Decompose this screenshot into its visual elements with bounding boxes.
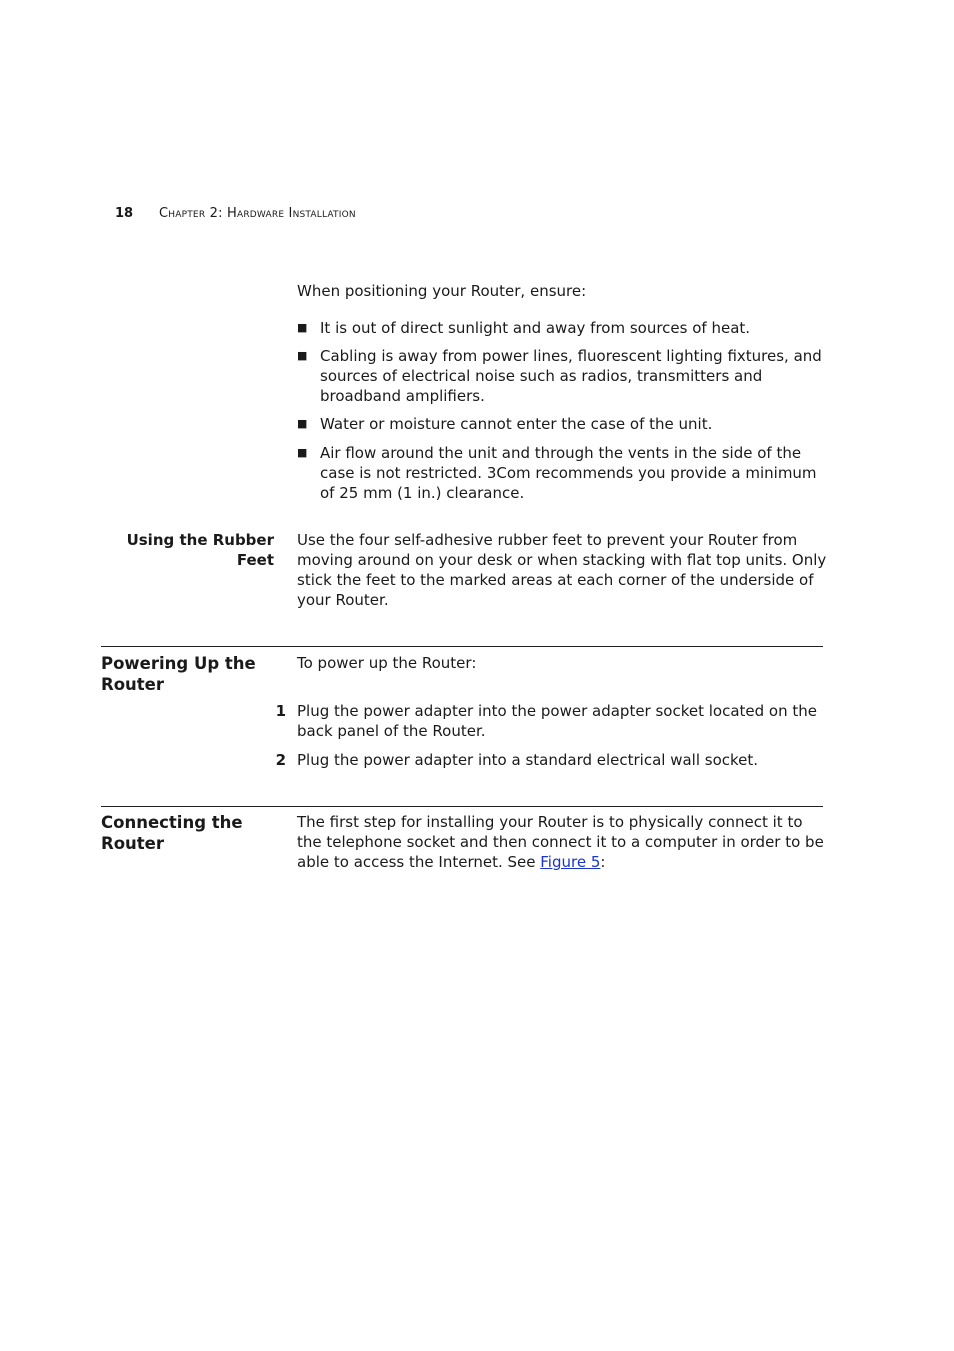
bullet-text: Air flow around the unit and through the vents in the side of the case is not restricted. 3Com recommends you provide a minimum of 25 mm (1 in.) clearance. [320,444,817,502]
chapter-title: Chapter 2: Hardware Installation [159,206,356,221]
connecting-body-text: The first step for installing your Router is to physically connect it to the telephone socket and then connect it to a computer in order to be able to access the Internet. See [297,813,824,871]
page-number: 18 [115,206,134,221]
bullet-icon: ■ [297,417,308,430]
step-text: Plug the power adapter into the power adapter socket located on the back panel of the Router. [297,702,818,740]
bullet-text: Cabling is away from power lines, fluorescent lighting fixtures, and sources of electrical noise such as radios, transmitters and broadband amplifiers. [320,347,822,405]
positioning-intro: When positioning your Router, ensure: [297,282,587,300]
powering-up-heading: Powering Up the Router [101,654,256,694]
step-number: 2 [275,751,286,769]
step-number: 1 [275,702,286,720]
connecting-body-tail: : [600,853,606,871]
bullet-icon: ■ [297,446,308,459]
rubber-feet-body: Use the four self-adhesive rubber feet to prevent your Router from moving around on your desk or when stacking with flat top units. Only stick the feet to the marked areas at each corner of the underside of your Router. [297,531,827,609]
rubber-feet-heading [94,530,274,570]
bullet-icon: ■ [297,349,308,362]
rubber-feet-heading-line2: Feet [236,551,274,569]
rubber-feet-heading-line1: Using the Rubber [126,531,274,549]
figure-5-link[interactable]: Figure 5 [540,853,601,871]
bullet-icon: ■ [297,321,308,334]
section-divider [101,646,823,647]
bullet-text: It is out of direct sunlight and away from sources of heat. [320,319,751,337]
section-divider [101,806,823,807]
connecting-heading: Connecting the Router [101,813,243,853]
step-text: Plug the power adapter into a standard electrical wall socket. [297,751,759,769]
bullet-text: Water or moisture cannot enter the case of the unit. [320,415,713,433]
connecting-body [297,812,827,872]
powering-up-intro: To power up the Router: [297,654,477,672]
